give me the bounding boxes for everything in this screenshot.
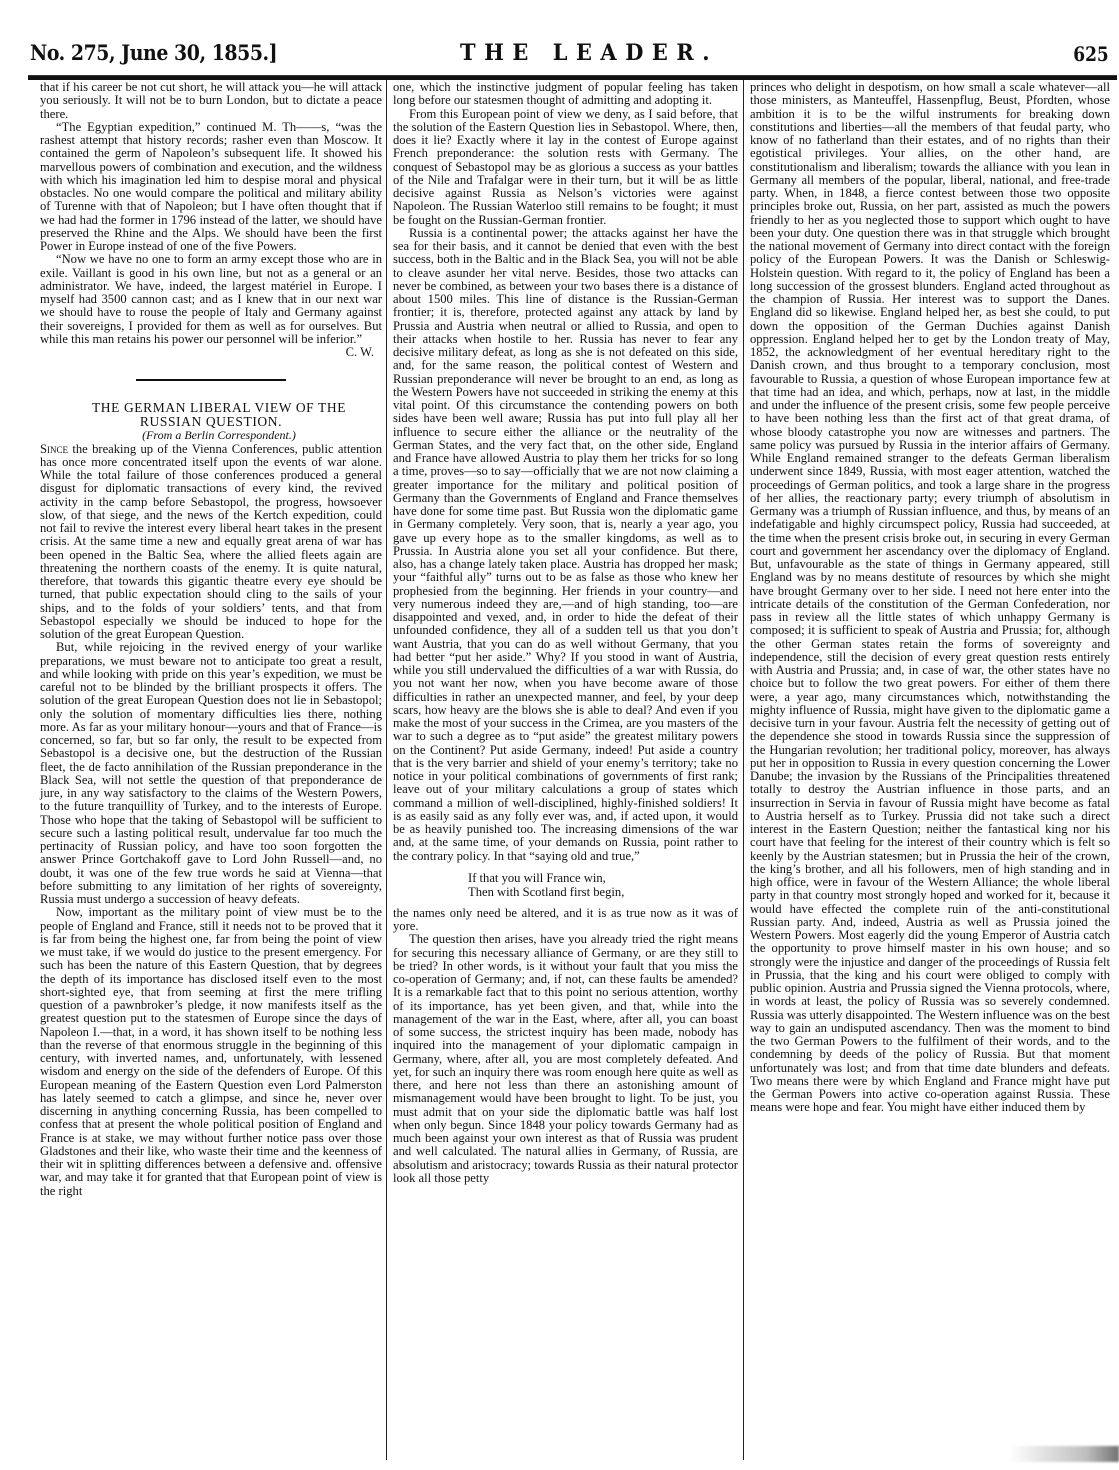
column-divider bbox=[743, 80, 744, 1460]
paragraph: “The Egyptian expedition,” continued M. Th——s, “was the rashest attempt that history records; rasher even than Moscow. It contained the germ of Napoleon’s subsequent life. It showed his marvellous powers of combination and execution, and the wildness with which his imagination led him to despise moral and physical obstacles. No one would compare the political and military ability of Turenne with that of Napoleon; but I have often thought that if we had had the former in 1796 instead of the latter, we should have preserved the Rhine and the Alps. We should have been the first Power in Europe instead of one of the five Powers. bbox=[40, 119, 382, 253]
paragraph: princes who delight in despotism, on how small a scale whatever—all those ministers, as Manteuffel, Hassenpflug, Beust, Pfordten, whose ambition it is to be the wilful instruments for breaking down constitutions and liberties—all the members of that feudal party, who know of no fatherland than their estates, and of no rights than their egotistical privileges. Your allies, on the other hand, are constitutionalism and liberalism; towards the alliance with you lean in Germany all members of the popular, liberal, national, and free-trade party. When, in 1848, a fierce contest between those two opposite principles broke out, Russia, on her part, assisted as much the powers friendly to her as you neglected those to support which ought to have been your duty. One question there was in that struggle which brought the national movement of Germany into direct contact with the foreign policy of the European Powers. It was the Danish or Schleswig-Holstein question. With regard to it, the policy of England has been a long succession of the grossest blunders. England acted throughout as the champion of Russia. Her interest was to support the Danes. England did so likewise. England helped her, as best she could, to put down the opposition of the German Duchies against Danish oppression. England helped her to get by the London treaty of May, 1852, the acknowledgment of her eventual hereditary right to the Danish crown, and thus brought to a temporary conclusion, most favourable to Russia, a question of whose European importance few at that time had an idea, and which, perhaps, now at last, in the middle and under the influence of the present crisis, some few people perceive to have been nothing less than the first act of that great drama, of whose bloody catastrophe you now are witnesses and partners. The same policy was pursued by Russia in the interior affairs of Germany. While England remained stranger to the defeats German liberalism underwent since 1849, Russia, with most eager attention, watched the proceedings of German politics, and took a large share in the progress of her allies, the reactionary party; every triumph of absolutism in Germany was a triumph of Russian influence, and thus, by means of an indefatigable and highly circumspect policy, Russia had succeeded, at the time when the present crisis broke out, in securing in every German court and government her ascendancy over the diplomacy of England. But, unfavourable as the state of things in Germany appeared, still England was by no means destitute of resources by which she might have brought Germany over to her side. I need not here enter into the intricate details of the constitution of the German Confederation, nor pass in review all the little states of which unhappy Germany is composed; it is sufficient to speak of Austria and Prussia; for, although the other German states retain the forms of sovereignty and independence, still the decision of every great question rests entirely with Austria and Prussia; and, in case of war, the other states have no choice but to follow the two great powers. For either of them there were, a year ago, many circumstances which, notwithstanding the mighty influence of Russia, might have given to the diplomatic game a decisive turn in your favour. Austria felt the necessity of getting out of the dependence she stood in towards Russia since the suppression of the Hungarian revolution; her traditional policy, moreover, has always put her in opposition to Russia in every question concerning the Lower Danube; the invasion by the Russians of the Principalities threatened totally to destroy the Austrian influence in those parts, and an insurrection in Servia in favour of Russia might have become as fatal to Austria herself as to Turkey. Prussia did not take such a direct interest in the Eastern Question; neither the fantastical king nor his court have that feeling for the interest of their country which is felt so keenly by the Austrian statesmen; but in Prussia the heir of the crown, the king’s brother, and all his followers, men of high standing and in high office, were in favour of the Western Alliance; the whole liberal party in that country most strongly hoped and worked for it, because it would have effected the complete ruin of the anti-constitutional Russian party. And, indeed, Austria as well as Prussia joined the Western Powers. Most eagerly did the young Emperor of Austria catch the opportunity to prove himself master in his own house; and so strongly were the injustice and danger of the proceedings of Russia felt in Prussia, that the king and his court were obliged to comply with public opinion. Austria and Prussia signed the Vienna protocols, where, in words at least, the policy of Russia was so severely condemned. Russia was utterly disappointed. The Western influence was on the best way to gain an undisputed ascendancy. Then was the moment to bind the two German Powers to the fulfilment of their words, and to the condemning by deeds of the policy of Russia. But that moment unfortunately was lost; and from that time date blunders and defeats. Two means there were by which England and France might have put the German Powers into active co-operation against Russia. These means were hope and fear. You might have either induced them by bbox=[750, 80, 1110, 1115]
paragraph: From this European point of view we deny, as I said before, that the solution of the Eastern Question lies in Sebastopol. Where, then, does it lie? Exactly where it lay in the contest of Europe against French preponderance: the solution rests with Germany. The conquest of Sebastopol may be as glorious a success as your battles of the Nile and Trafalgar were in their turn, but it will be as little decisive against Russia as Nelson’s victories were against Napoleon. The Russian Waterloo still remains to be fought; it must be fought on the Russian-German frontier. bbox=[393, 106, 738, 227]
paragraph: Russia is a continental power; the attacks against her have the sea for their basis, and it cannot be denied that even with the best success, both in the Baltic and in the Black Sea, you will not be able to cleave asunder her vital nerve. Besides, those two attacks can never be combined, as between your two bases there is a distance of about 1500 miles. This line of distance is the Russian-German frontier; it is, therefore, protected against any attack by land by Prussia and Austria when neutral or allied to Russia, and open to their attacks when hostile to her. Russia has never to fear any decisive military defeat, as long as she is not defeated on this side, and, for the same reason, the political contest of Western and Russian preponderance will never be brought to an end, as long as the Western Powers have not succeeded in striking the enemy at this vital point. Of this circumstance the contending powers on both sides have been well aware; Russia has put into full play all her influence to secure either the alliance or the neutrality of the German States, and the very fact that, on the other side, England and France have allowed Austria to play them her tricks for so long a time, proves—so to say—officially that we are not now claiming a greater importance for the military and political position of Germany than the Governments of England and France themselves have done for some time past. But Russia won the diplomatic game in Germany completely. Very soon, that is, nearly a year ago, you gave up every hope as to the smaller kingdoms, as well as to Prussia. In Austria alone you set all your confidence. But there, also, has a change lately taken place. Austria has dropped her mask; your “faithful ally” turns out to be as false as those who knew her prophesied from the beginning. Her friends in your country—and very numerous indeed they are,—and of high standing, too—are disappointed and vexed, and, in order to hide the defeat of their unfounded confidence, they all of a sudden tell us that you don’t want Austria, that you can do as well without Germany, that you had better “put her aside.” Why? If you stood in want of Austria, while you still undervalued the difficulties of a war with Russia, do you not want her now, when you have become aware of those difficulties in rather an unexpected manner, and feel, by your deep scars, how heavy are the blows she is able to deal? And even if you make the most of your success in the Crimea, are you masters of the war to such a degree as to “put aside” the greatest military powers on the Continent? Put aside Germany, indeed! Put aside a country that is the very barrier and shield of your enemy’s territory; take no notice in your political combinations of governments of first rank; leave out of your military calculations a group of states which command a million of well-disciplined, highly-finished soldiers! It is as easily said as any folly ever was, and, if acted upon, it would be as heavily punished too. The increasing dimensions of the war and, at the same time, of your demands on Russia, point rather to the contrary policy. In that “saying old and true,” bbox=[393, 225, 738, 863]
paragraph-text: the breaking up of the Vienna Conferences, public attention has once more concentrated itself upon the events of war alone. While the total failure of those conferences produced a general disgust for diplomatic transactions of every kind, the revived activity in the camp before Sebastopol, the progress, howsoever slow, of that siege, and the news of the Kertch expedition, could not fail to revive the interest every liberal heart takes in the present crisis. At the same time a new and equally great arena of war has been opened in the Baltic Sea, where the allied fleets again are threatening the northern coasts of the enemy. It is quite natural, therefore, that towards this gigantic theatre every eye should be turned, that public expectation should cling to the sails of your ships, and to the folds of your soldiers’ tents, and that from Sebastopol especially we should be induced to hope for the solution of the great European Question. bbox=[40, 441, 382, 641]
column-3 bbox=[750, 81, 1110, 1115]
paragraph: But, while rejoicing in the revived energy of your warlike preparations, we must beware not to anticipate too great a result, and while looking with pride on this year’s expedition, we must be careful not to be blinded by the brilliant prospects it offers. The solution of the great European Question does not lie in Sebastopol; only the solution of momentary difficulties lies there, nothing more. As far as your military honour—yours and that of France—is concerned, so far, but so far only, the result to be expected from Sebastopol is a decisive one, but the destruction of the Russian fleet, the de facto annihilation of the Russian preponderance in the Black Sea, will not settle the question of that preponderance de jure, in any way satisfactory to the claims of the Western Powers, to the future tranquillity of Turkey, and to the interests of Europe. Those who hope that the taking of Sebastopol will be sufficient to secure such a lasting political result, undervalue far too much the pertinacity of Russian policy, and have too soon forgotten the answer Prince Gortchakoff gave to Lord John Russell—and, no doubt, it was one of the few true words he said at Vienna—that before submitting to any limitation of her rights of sovereignty, Russia must undergo a succession of heavy defeats. bbox=[40, 640, 382, 906]
paragraph: that if his career be not cut short, he will attack you—he will attack you seriously. It will not be to burn London, but to dictate a peace there. bbox=[40, 80, 382, 121]
column-divider bbox=[386, 80, 387, 1460]
paragraph: one, which the instinctive judgment of popular feeling has taken long before our statesmen thought of admitting and adopting it. bbox=[393, 80, 738, 108]
paragraph: Now, important as the military point of view must be to the people of England and France, still it needs not to be proved that it is far from being the highest one, far from being the point of view we must take, if we would do justice to the present emergency. For such has been the nature of this Eastern Question, that by degrees the depth of its importance has disclosed itself even to the most short-sighted eye, that from seeming at first the mere trifling question of a pawnbroker’s pledge, it now manifests itself as the greatest question put to the statesmen of Europe since the days of Napoleon I.—that, in a word, it has shown itself to be nothing less than the reverse of that enormous struggle in the beginning of this century, with inverted names, and, unfortunately, with lessened wisdom and energy on the side of the defenders of Europe. Of this European meaning of the Eastern Question even Lord Palmerston has lately seemed to catch a glimpse, and since he, never over discerning in anything concerning Russia, has been compelled to confess that at present the whole political position of England and France is at stake, we may without further notice pass over those Gladstones and their like, who waste their time and the keenness of their wit in splitting differences between a defensive and. offensive war, and may take it for granted that that European point of view is the right bbox=[40, 905, 382, 1198]
masthead bbox=[30, 40, 1115, 70]
page-number: 625 bbox=[1073, 42, 1109, 66]
paragraph: the names only need be altered, and it is as true now as it was of yore. bbox=[393, 905, 738, 933]
verse-line: Then with Scotland first begin, bbox=[468, 884, 625, 899]
headline-line-2: RUSSIAN QUESTION. bbox=[139, 414, 283, 430]
author-signature: C. W. bbox=[345, 345, 374, 359]
article-headline bbox=[40, 401, 382, 429]
column-2 bbox=[393, 81, 738, 1185]
paragraph: “Now we have no one to form an army except those who are in exile. Vaillant is good in his own line, but not as a general or an administrator. We have, indeed, the largest matériel in Europe. I myself had 3500 cannon cast; and as I knew that in our next war we should have to rouse the people of Italy and Germany against their sovereigns, I provided for them as well as for ourselves. But while this man retains his power our personnel will be inferior.” bbox=[40, 252, 382, 346]
article-byline: (From a Berlin Correspondent.) bbox=[142, 428, 296, 443]
paragraph: The question then arises, have you already tried the right means for securing this necessary alliance of Germany, or are they still to be tried? In other words, is it without your fault that you miss the co-operation of Germany; and, if not, can these faults be amended? It is a remarkable fact that to this point no serious attention, worthy of its importance, has yet been given, and that, while into the management of the war in the East, where, after all, you can boast of some success, the strictest inquiry has been made, nobody has inquired into the management of your diplomatic campaign in Germany, where, after all, you are most completely defeated. And yet, for such an inquiry there was room enough here quite as well as there, and here not less than there an astonishing amount of mismanagement would have been brought to light. To be just, you must admit that on your side the diplomatic battle was half lost when only begun. Since 1848 your policy towards Germany had as much been against your own interest as that of Russia was prudent and well calculated. The natural allies in Germany, of Russia, are absolutism and aristocracy; towards Russia as their natural protector look all those petty bbox=[393, 932, 738, 1185]
lead-word: Since bbox=[40, 441, 69, 456]
newspaper-title: THE LEADER. bbox=[460, 40, 719, 66]
scan-smudge bbox=[1009, 1446, 1119, 1462]
verse-quote bbox=[393, 871, 738, 899]
article-separator bbox=[136, 379, 286, 381]
verse-line: If that you will France win, bbox=[468, 870, 606, 885]
issue-date: No. 275, June 30, 1855.] bbox=[30, 40, 278, 65]
column-1 bbox=[40, 81, 382, 1198]
paragraph bbox=[40, 443, 382, 642]
headline-line-1: THE GERMAN LIBERAL VIEW OF THE bbox=[91, 400, 347, 416]
